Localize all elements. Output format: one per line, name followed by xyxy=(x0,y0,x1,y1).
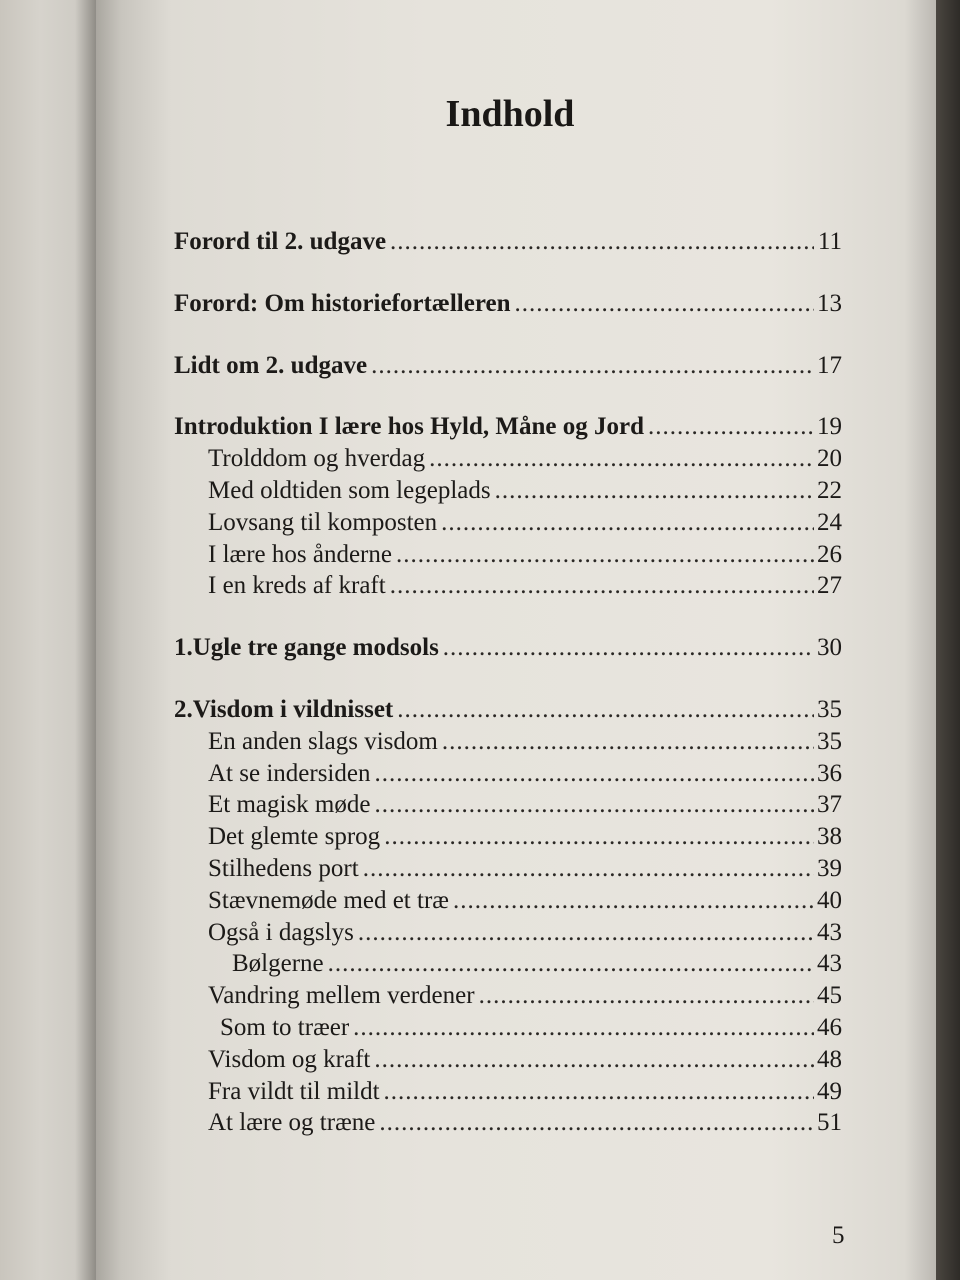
dot-leader xyxy=(396,541,814,569)
toc-subentry xyxy=(174,982,842,1014)
dot-leader xyxy=(328,950,814,978)
toc-entry-label: Det glemte sprog xyxy=(208,823,381,851)
toc-subentry xyxy=(174,1046,842,1078)
toc-subsubentry xyxy=(174,1014,842,1046)
toc-entry-label: Vandring mellem verdener xyxy=(208,982,475,1010)
dot-leader xyxy=(374,1046,814,1074)
toc-entry-label: Forord: Om historiefortælleren xyxy=(174,289,511,317)
toc-entry-label: Trolddom og hverdag xyxy=(208,445,426,473)
toc-entry-page: 43 xyxy=(817,918,842,946)
toc-entry-label: Bølgerne xyxy=(232,950,324,978)
page-title: Indhold xyxy=(445,93,575,135)
toc-entry-page: 39 xyxy=(817,854,842,882)
toc-entry xyxy=(174,290,842,322)
toc-entry-page: 30 xyxy=(817,634,842,662)
toc-entry-page: 20 xyxy=(817,445,842,473)
toc-subentry xyxy=(174,855,842,887)
toc-subentry xyxy=(174,477,842,509)
toc-entry-label: I lære hos ånderne xyxy=(208,540,392,568)
toc-subentry xyxy=(174,823,842,855)
toc-subentry xyxy=(174,1109,842,1141)
toc-entry-label: Visdom i vildnisset xyxy=(192,695,394,723)
toc-entry xyxy=(174,228,842,260)
toc-entry-label: Lovsang til komposten xyxy=(208,508,438,536)
toc-entry xyxy=(174,352,842,384)
dot-leader xyxy=(379,1109,814,1137)
dot-leader xyxy=(515,290,815,318)
toc-entry-page: 51 xyxy=(817,1109,842,1137)
toc-subentry xyxy=(174,541,842,573)
book-cover-edge xyxy=(936,0,960,1280)
toc-entry-page: 48 xyxy=(817,1045,842,1073)
toc-entry-label: Med oldtiden som legeplads xyxy=(208,476,491,504)
toc-chapter xyxy=(174,696,842,728)
toc-entry-page: 43 xyxy=(817,950,842,978)
dot-leader xyxy=(429,445,814,473)
toc-entry-label: Visdom og kraft xyxy=(208,1045,371,1073)
toc-entry xyxy=(174,413,842,445)
toc-entry-label: Fra vildt til mildt xyxy=(208,1077,380,1105)
dot-leader xyxy=(479,982,814,1010)
toc-subentry xyxy=(174,445,842,477)
toc-entry-label: En anden slags visdom xyxy=(208,727,438,755)
toc-chapter xyxy=(174,634,842,666)
dot-leader xyxy=(363,855,814,883)
toc-entry-page: 40 xyxy=(817,886,842,914)
toc-entry-page: 27 xyxy=(817,572,842,600)
toc-entry-label: Også i dagslys xyxy=(208,918,354,946)
dot-leader xyxy=(374,791,814,819)
toc-entry-label: I en kreds af kraft xyxy=(208,572,386,600)
toc-entry-label: Stilhedens port xyxy=(208,854,359,882)
toc-entry-page: 22 xyxy=(817,476,842,504)
toc-subentry xyxy=(174,572,842,604)
dot-leader xyxy=(390,572,814,600)
toc-entry-label: At lære og træne xyxy=(208,1109,376,1137)
toc-entry-page: 24 xyxy=(817,508,842,536)
toc-entry-page: 46 xyxy=(817,1013,842,1041)
chapter-number: 2. xyxy=(174,695,193,723)
toc-entry-label: Introduktion I lære hos Hyld, Måne og Jord xyxy=(174,413,644,441)
page-number: 5 xyxy=(832,1222,845,1249)
dot-leader xyxy=(353,1014,814,1042)
dot-leader xyxy=(397,696,814,724)
toc-entry-page: 26 xyxy=(817,540,842,568)
left-page-edge xyxy=(0,0,100,1280)
dot-leader xyxy=(442,728,814,756)
toc-entry-page: 11 xyxy=(817,228,842,255)
toc-subentry xyxy=(174,887,842,919)
toc-entry-page: 35 xyxy=(817,727,842,755)
toc-subentry xyxy=(174,919,842,951)
toc-entry-label: Stævnemøde med et træ xyxy=(208,886,449,914)
toc-entry-page: 36 xyxy=(817,759,842,787)
dot-leader xyxy=(374,760,814,788)
dot-leader xyxy=(371,352,814,380)
toc-subsubentry xyxy=(174,950,842,982)
dot-leader xyxy=(495,477,814,505)
toc-subentry xyxy=(174,728,842,760)
toc-entry-page: 13 xyxy=(817,289,842,317)
dot-leader xyxy=(358,919,814,947)
toc-entry-page: 38 xyxy=(817,823,842,851)
toc-entry-page: 19 xyxy=(817,413,842,441)
toc-entry-page: 35 xyxy=(817,695,842,723)
dot-leader xyxy=(453,887,814,915)
toc-entry-label: Lidt om 2. udgave xyxy=(174,351,368,379)
chapter-number: 1. xyxy=(174,634,193,662)
toc-entry-label: Et magisk møde xyxy=(208,791,371,819)
dot-leader xyxy=(390,228,814,256)
toc-entry-label: Ugle tre gange modsols xyxy=(192,634,439,662)
toc-entry-page: 17 xyxy=(817,351,842,379)
dot-leader xyxy=(384,1078,814,1106)
toc-entry-label: At se indersiden xyxy=(208,759,371,787)
toc-subentry xyxy=(174,760,842,792)
toc-entry-page: 45 xyxy=(817,982,842,1010)
toc-entry-label: Forord til 2. udgave xyxy=(174,228,387,255)
toc-entry-page: 37 xyxy=(817,791,842,819)
dot-leader xyxy=(648,413,814,441)
dot-leader xyxy=(443,634,814,662)
toc-entry-page: 49 xyxy=(817,1077,842,1105)
dot-leader xyxy=(441,509,814,537)
toc-entry-label: Som to træer xyxy=(220,1013,350,1041)
dot-leader xyxy=(384,823,814,851)
table-of-contents xyxy=(174,228,842,1141)
toc-subentry xyxy=(174,509,842,541)
toc-subentry xyxy=(174,791,842,823)
toc-subentry xyxy=(174,1078,842,1110)
